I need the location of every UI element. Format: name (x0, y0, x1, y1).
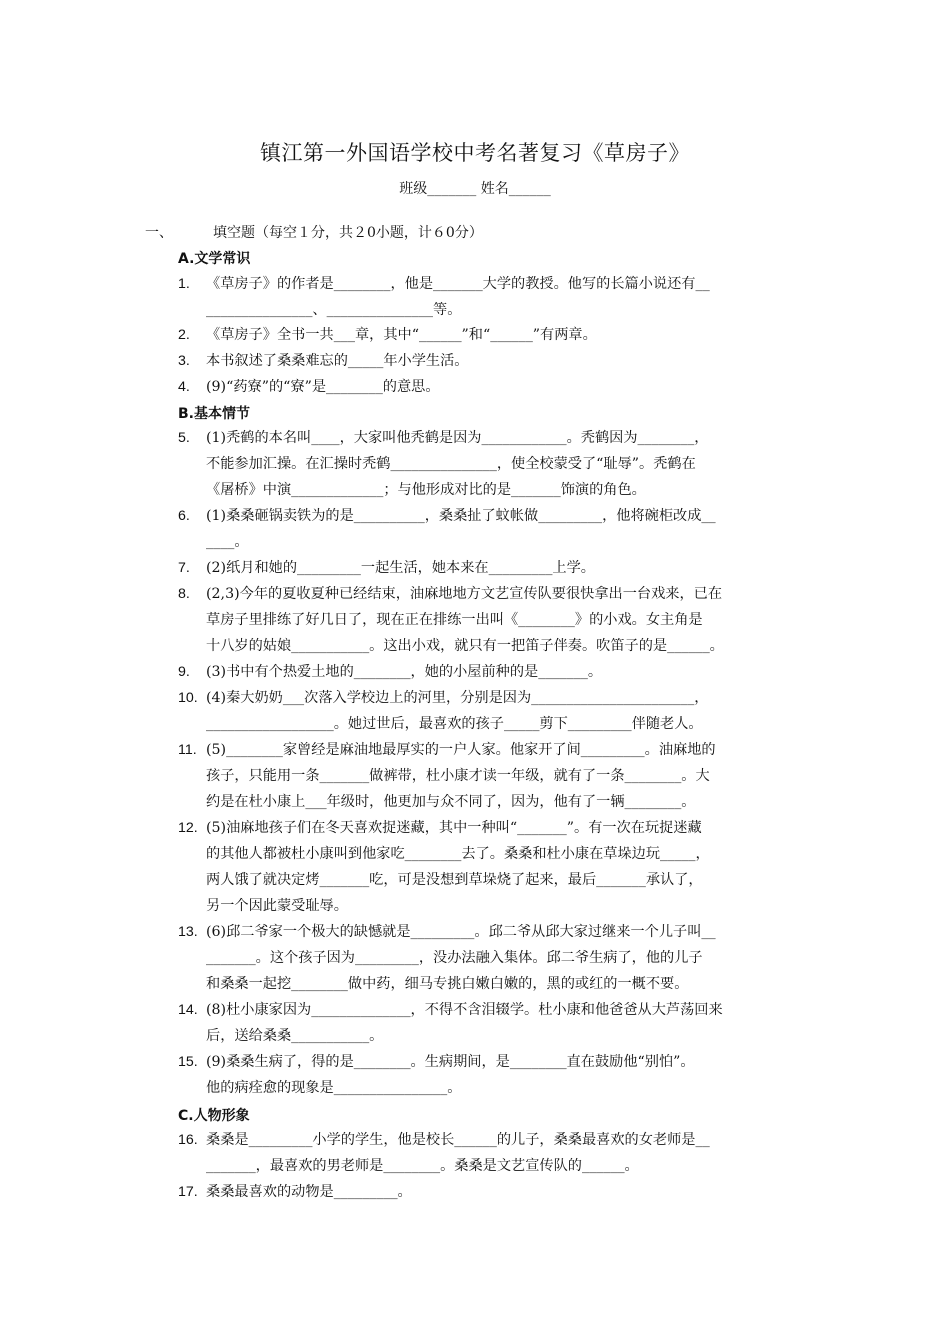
question-text (206, 1049, 816, 1101)
subsection-c-heading: C.人物形象 (178, 1108, 250, 1124)
question-text (206, 737, 816, 815)
question-number: 11. (178, 742, 197, 758)
question-line: 的其他人都被杜小康叫到他家吃________去了。桑桑和杜小康在草垛边玩_____， (206, 846, 710, 862)
question-number: 12. (178, 820, 198, 836)
question-text (206, 374, 816, 400)
question-number: 1. (178, 276, 190, 292)
question-line: 草房子里排练了好几日了，现在正在排练一出叫《________》的小戏。女主角是 (206, 612, 703, 628)
question-line: 两人饿了就决定烤_______吃，可是没想到草垛烧了起来，最后_______承认了， (206, 872, 703, 888)
question-number: 8. (178, 586, 190, 602)
question-number: 9. (178, 664, 190, 680)
question-line: 另一个因此蒙受耻辱。 (206, 898, 348, 914)
question-text (206, 685, 816, 737)
question-text (206, 555, 816, 581)
question-line: (4)秦大奶奶___次落入学校边上的河里，分别是因为_______________________， (206, 690, 709, 706)
question-line: (2)纸月和她的_________一起生活，她本来在_________上学。 (206, 560, 595, 576)
section-heading (145, 222, 483, 242)
question-line: (3)书中有个热爱土地的________，她的小屋前种的是_______。 (206, 664, 603, 680)
question-text (206, 997, 816, 1049)
question-text (206, 659, 816, 685)
page-title: 镇江第一外国语学校中考名著复习《草房子》 (260, 141, 690, 165)
question-text (206, 1127, 816, 1179)
question-line: (9)桑桑生病了，得的是________。生病期间，是________直在鼓励他“别怕”。 (206, 1054, 695, 1070)
question-text (206, 581, 816, 659)
question-line: 本书叙述了桑桑难忘的_____年小学生活。 (206, 353, 469, 369)
question-text (206, 348, 816, 374)
question-number: 7. (178, 560, 190, 576)
question-line: 和桑桑一起挖________做中药，细马专挑白嫩白嫩的，黑的或红的一概不要。 (206, 976, 689, 992)
question-number: 3. (178, 353, 190, 369)
question-text (206, 919, 816, 997)
subsection-a-heading: A.文学常识 (178, 251, 251, 267)
question-line: 后，送给桑桑___________。 (206, 1028, 384, 1044)
question-line: (1)桑桑砸锅卖铁为的是__________，桑桑扯了蚊帐做_________，他将碗柜改成__ (206, 508, 716, 524)
question-line: (9)“药寮”的“寮”是________的意思。 (206, 379, 440, 395)
question-number: 16. (178, 1132, 198, 1148)
question-line: (5)油麻地孩子们在冬天喜欢捉迷藏，其中一种叫“_______”。有一次在玩捉迷藏 (206, 820, 702, 836)
question-line: 孩子，只能用一条_______做裤带，杜小康才读一年级，就有了一条________。大 (206, 768, 710, 784)
question-text (206, 503, 816, 555)
question-line: 不能参加汇操。在汇操时秃鹤_______________，使全校蒙受了“耻辱”。秃鹤在 (206, 456, 696, 472)
question-text (206, 1179, 816, 1205)
section-number: 一、 (145, 225, 173, 241)
question-text (206, 425, 816, 503)
question-line: (5)________家曾经是麻油地最厚实的一户人家。他家开了间_________。油麻地的 (206, 742, 716, 758)
question-number: 4. (178, 379, 190, 395)
question-line: 十八岁的姑娘___________。这出小戏，就只有一把笛子伴奏。吹笛子的是______。 (206, 638, 724, 654)
question-number: 15. (178, 1054, 198, 1070)
question-text (206, 271, 816, 323)
question-number: 10. (178, 690, 198, 706)
question-line: (2,3)今年的夏收夏种已经结束，油麻地地方文艺宣传队要很快拿出一台戏来，已在 (206, 586, 723, 602)
question-line: 他的病痊愈的现象是________________。 (206, 1080, 462, 1096)
question-line: 桑桑最喜欢的动物是_________。 (206, 1184, 412, 1200)
subsection-b-heading: B.基本情节 (178, 406, 250, 422)
class-name-line: 班级_______ 姓名______ (399, 181, 551, 197)
question-number: 14. (178, 1002, 198, 1018)
question-line: 《屠桥》中演_____________；与他形成对比的是_______饰演的角色。 (206, 482, 646, 498)
question-line: 桑桑是_________小学的学生，他是校长______的儿子，桑桑最喜欢的女老师是__ (206, 1132, 710, 1148)
question-line: _______________、_______________等。 (206, 302, 462, 318)
question-number: 17. (178, 1184, 198, 1200)
question-number: 13. (178, 924, 198, 940)
question-number: 5. (178, 430, 190, 446)
question-line: (1)秃鹤的本名叫____，大家叫他秃鹤是因为____________。秃鹤因为________， (206, 430, 709, 446)
question-line: ____。 (206, 534, 249, 550)
question-number: 6. (178, 508, 190, 524)
question-line: 约是在杜小康上___年级时，他更加与众不同了，因为，他有了一辆________。 (206, 794, 696, 810)
question-line: 《草房子》全书一共___章，其中“______”和“______”有两章。 (206, 327, 597, 343)
question-line: (6)邱二爷家一个极大的缺憾就是_________。邱二爷从邱大家过继来一个儿子叫__ (206, 924, 716, 940)
question-line: _______。这个孩子因为_________，没办法融入集体。邱二爷生病了，他的儿子 (206, 950, 703, 966)
question-line: 《草房子》的作者是________，他是_______大学的教授。他写的长篇小说还有__ (206, 276, 710, 292)
question-text (206, 815, 816, 919)
question-text (206, 322, 816, 348)
question-line: _______，最喜欢的男老师是________。桑桑是文艺宣传队的______。 (206, 1158, 639, 1174)
question-line: (8)杜小康家因为______________，不得不含泪辍学。杜小康和他爸爸从大芦荡回来 (206, 1002, 723, 1018)
section-text: 填空题（每空１分，共２0小题，计６0分） (213, 225, 483, 241)
question-line: __________________。她过世后，最喜欢的孩子_____剪下_________伴随老人。 (206, 716, 703, 732)
question-number: 2. (178, 327, 190, 343)
